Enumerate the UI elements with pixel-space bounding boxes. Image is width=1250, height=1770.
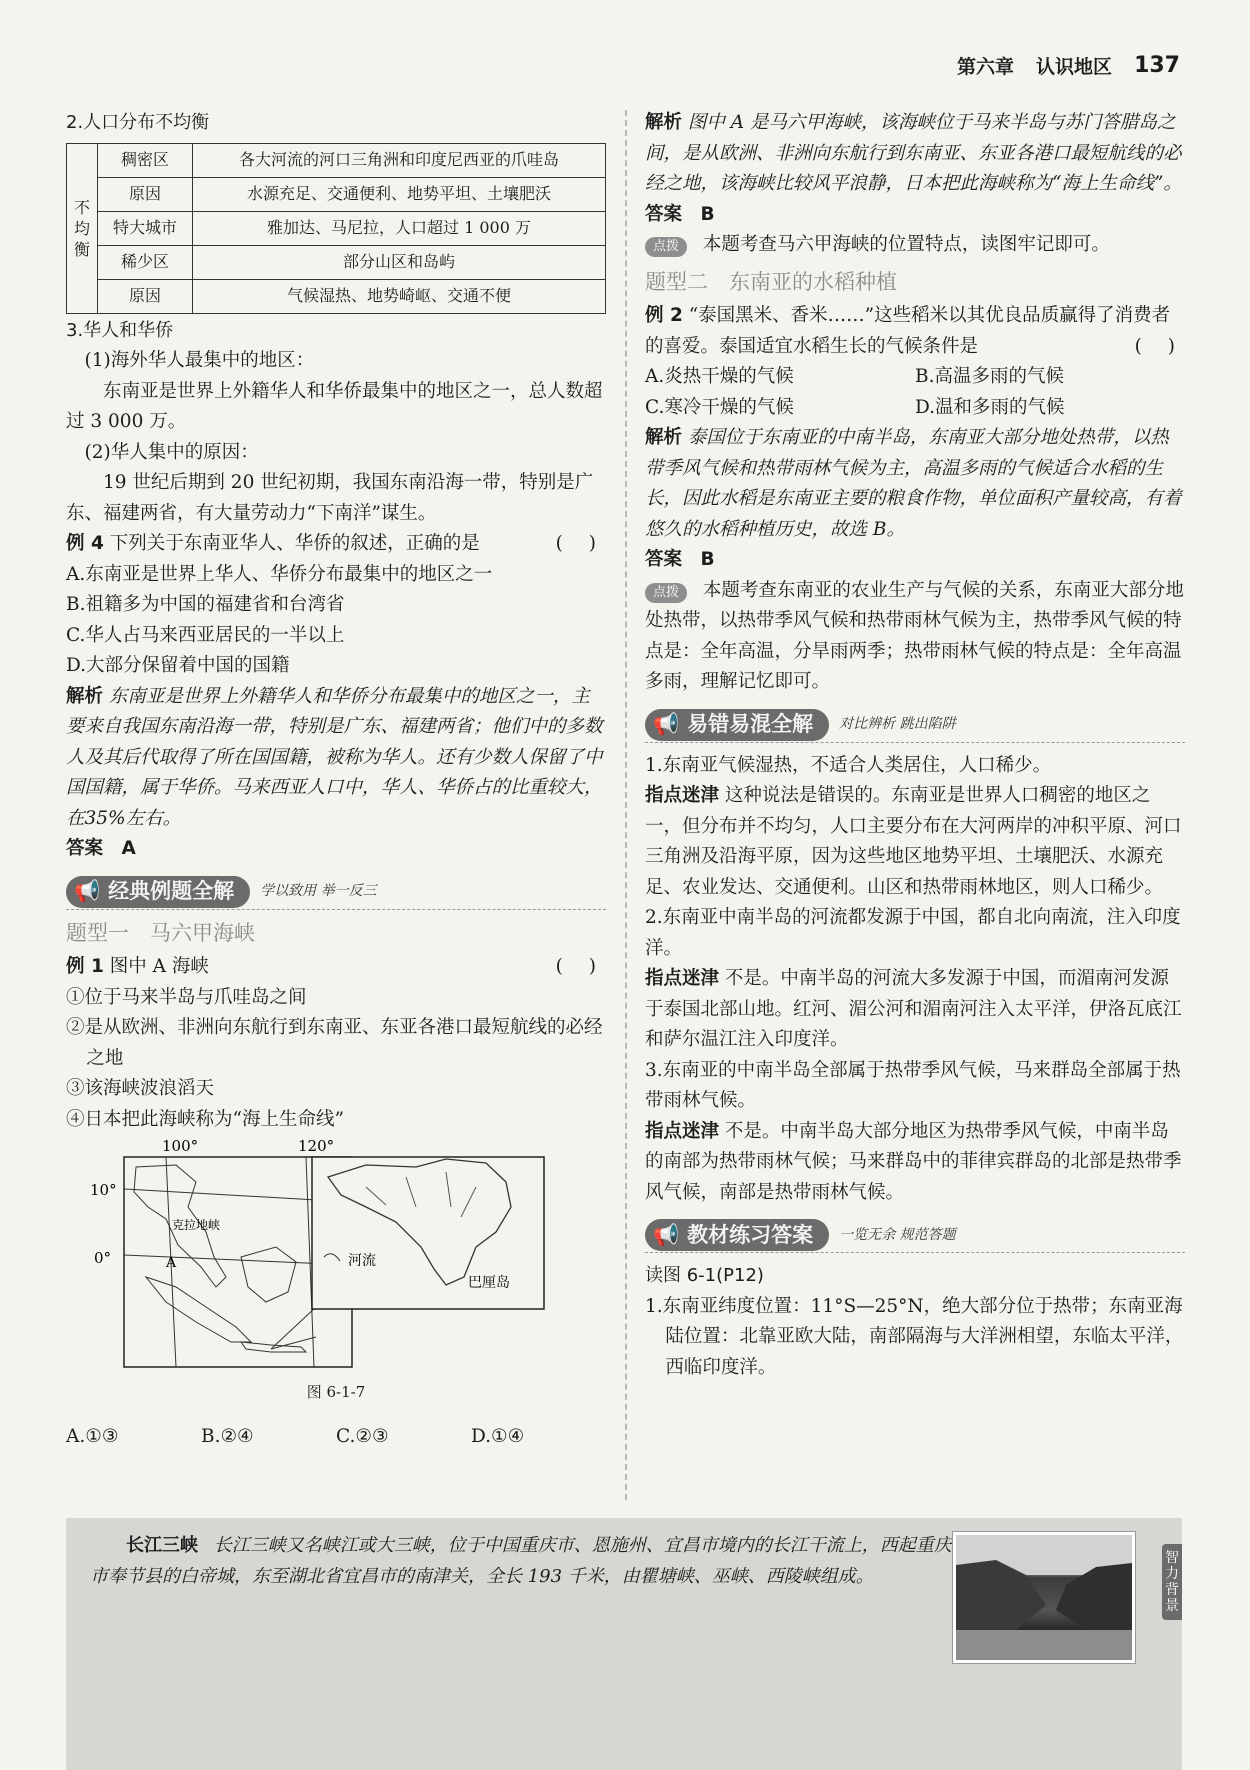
background-text bbox=[90, 1530, 960, 1592]
option: C.寒冷干燥的气候 bbox=[645, 396, 794, 418]
banner-title: 教材练习答案 bbox=[687, 1222, 814, 1247]
read-figure-title: 读图 6-1(P12) bbox=[645, 1265, 764, 1286]
table-value: 部分山区和岛屿 bbox=[193, 245, 606, 279]
mistake-statement: 3.东南亚的中南半岛全部属于热带季风气候，马来群岛全部属于热带雨林气候。 bbox=[645, 1059, 1181, 1111]
analysis bbox=[645, 108, 1185, 200]
page-number: 137 bbox=[1134, 53, 1180, 78]
guide-label: 指点迷津 bbox=[645, 968, 720, 989]
option: C.②③ bbox=[336, 1425, 389, 1447]
latitude-label: 0° bbox=[94, 1249, 112, 1267]
answer-paren: ( ) bbox=[1134, 335, 1185, 357]
analysis-text: 东南亚是世界上外籍华人和华侨分布最集中的地区之一，主要来自我国东南沿海一带，特别是广东、福建两省；他们中的多数人及其后代取得了所在国国籍，被称为华人。还有少数人保留了中国国籍，属于华侨。马来西亚人口中，华人、华侨占的比重较大，在35%左右。 bbox=[66, 685, 603, 829]
option: B.②④ bbox=[201, 1425, 254, 1447]
table-row bbox=[67, 143, 606, 177]
answer-paren: ( ) bbox=[555, 533, 606, 554]
mistake-statement: 2.东南亚中南半岛的河流都发源于中国，都自北向南流，注入印度洋。 bbox=[645, 907, 1181, 959]
table-value: 水源充足、交通便利、地势平坦、土壤肥沃 bbox=[193, 177, 606, 211]
tip-tag: 点拨 bbox=[645, 583, 687, 603]
example-label: 例 4 bbox=[66, 533, 104, 554]
southeast-asia-map bbox=[66, 1137, 606, 1377]
paragraph: (2)华人集中的原因： bbox=[84, 441, 259, 463]
option: D.①④ bbox=[471, 1425, 525, 1447]
tip-tag: 点拨 bbox=[645, 237, 687, 257]
guide-text: 这种说法是错误的。东南亚是世界人口稠密的地区之一，但分布并不均匀，人口主要分布在大河两岸的冲积平原、河口三角洲及沿海平原，因为这些地区地势平坦、土壤肥沃、水源充足、农业发达、交通便利。山区和热带雨林地区，则人口稀少。 bbox=[645, 785, 1182, 898]
tip bbox=[645, 230, 1185, 261]
longitude-label: 100° bbox=[162, 1137, 199, 1155]
option: D.温和多雨的气候 bbox=[915, 396, 1065, 418]
question-type-1: 题型一 马六甲海峡 bbox=[66, 920, 255, 945]
page-header bbox=[957, 52, 1180, 79]
left-column bbox=[66, 108, 606, 1452]
option: B.祖籍多为中国的福建省和台湾省 bbox=[66, 594, 345, 615]
borneo-island bbox=[241, 1247, 296, 1302]
analysis bbox=[66, 682, 606, 835]
background-knowledge-box bbox=[66, 1518, 1182, 1770]
statement: ④日本把此海峡称为“海上生命线” bbox=[66, 1108, 344, 1130]
example-question: 图中 A 海峡 bbox=[109, 956, 209, 977]
mistake-statement: 1.东南亚气候湿热，不适合人类居住，人口稀少。 bbox=[645, 754, 1052, 776]
example-1-options bbox=[66, 1422, 606, 1453]
example-1 bbox=[66, 952, 606, 983]
banner-pill bbox=[645, 709, 829, 741]
paragraph: 东南亚是世界上外籍华人和华侨最集中的地区之一，总人数超过 3 000 万。 bbox=[66, 380, 603, 432]
banner-title: 易错易混全解 bbox=[687, 712, 814, 737]
population-table bbox=[66, 143, 606, 314]
background-title: 长江三峡 bbox=[126, 1535, 198, 1556]
statement: ②是从欧洲、非洲向东航行到东南亚、东亚各港口最短航线的必经之地 bbox=[66, 1017, 603, 1069]
option: A.炎热干燥的气候 bbox=[645, 366, 794, 387]
map-label-strait-a: A bbox=[166, 1255, 177, 1271]
background-body: 长江三峡又名峡江或大三峡，位于中国重庆市、恩施州、宜昌市境内的长江干流上，西起重庆市奉节县的白帝城，东至湖北省宜昌市的南津关，全长 193 千米，由瞿塘峡、巫峡、西陵峡组成。 bbox=[90, 1535, 952, 1587]
longitude-label: 120° bbox=[298, 1137, 335, 1155]
question-type-2: 题型二 东南亚的水稻种植 bbox=[645, 269, 897, 294]
table-group-label: 不均衡 bbox=[67, 143, 98, 313]
analysis-label: 解析 bbox=[645, 427, 683, 448]
figure-caption: 图 6-1-7 bbox=[306, 1383, 366, 1401]
banner-textbook-answers bbox=[645, 1218, 1185, 1253]
table-key: 稀少区 bbox=[98, 245, 193, 279]
column-divider bbox=[625, 110, 627, 1500]
guide bbox=[645, 781, 1185, 903]
guide-text: 不是。中南半岛的河流大多发源于中国，而湄南河发源于泰国北部山地。红河、湄公河和湄南河注入太平洋，伊洛瓦底江和萨尔温江注入印度洋。 bbox=[645, 968, 1182, 1050]
answer bbox=[66, 834, 606, 865]
option: C.华人占马来西亚居民的一半以上 bbox=[66, 624, 345, 646]
table-key: 特大城市 bbox=[98, 211, 193, 245]
option: A.东南亚是世界上华人、华侨分布最集中的地区之一 bbox=[66, 563, 493, 585]
map-label-bali: 巴厘岛 bbox=[468, 1275, 510, 1291]
example-question: 下列关于东南亚华人、华侨的叙述，正确的是 bbox=[109, 533, 480, 554]
megaphone-icon: 📢 bbox=[653, 712, 680, 737]
option-row bbox=[645, 362, 1185, 393]
option: D.大部分保留着中国的国籍 bbox=[66, 655, 290, 676]
analysis-text: 图中 A 是马六甲海峡，该海峡位于马来半岛与苏门答腊岛之间，是从欧洲、非洲向东航行到东南亚、东亚各港口最短航线的必经之地，该海峡比较风平浪静，日本把此海峡称为“海上生命线”。 bbox=[645, 112, 1182, 194]
tip-text: 本题考查马六甲海峡的位置特点，读图牢记即可。 bbox=[702, 234, 1110, 255]
statement: ③该海峡波浪滔天 bbox=[66, 1078, 215, 1099]
banner-pill bbox=[66, 876, 250, 908]
banner-pill bbox=[645, 1219, 829, 1251]
answer-item: 1.东南亚纬度位置：11°S—25°N，绝大部分位于热带；东南亚海陆位置：北靠亚欧大陆，南部隔海与大洋洲相望，东临太平洋，西临印度洋。 bbox=[645, 1295, 1184, 1378]
map-label-kra: 克拉地峡 bbox=[172, 1218, 221, 1232]
option: A.①③ bbox=[66, 1425, 119, 1447]
banner-subtitle: 学以致用 举一反三 bbox=[260, 883, 377, 900]
megaphone-icon: 📢 bbox=[653, 1222, 680, 1247]
banner-subtitle: 一览无余 规范答题 bbox=[839, 1226, 956, 1243]
table-key: 原因 bbox=[98, 177, 193, 211]
answer-value: B bbox=[700, 203, 715, 225]
table-key: 稠密区 bbox=[98, 143, 193, 177]
answer-value: A bbox=[121, 838, 136, 859]
answer-label: 答案 bbox=[66, 838, 104, 859]
table-value: 各大河流的河口三角洲和印度尼西亚的爪哇岛 bbox=[193, 143, 606, 177]
answer-paren: ( ) bbox=[555, 956, 606, 977]
banner-classic-examples bbox=[66, 875, 606, 910]
table-row bbox=[67, 177, 606, 211]
guide bbox=[645, 964, 1185, 1056]
example-4 bbox=[66, 529, 606, 560]
answer bbox=[645, 200, 1185, 231]
three-gorges-photo bbox=[953, 1532, 1135, 1663]
guide-text: 不是。中南半岛大部分地区为热带季风气候，中南半岛的南部为热带雨林气候；马来群岛中的菲律宾群岛的北部是热带季风气候，南部是热带雨林气候。 bbox=[645, 1120, 1182, 1203]
map-figure bbox=[66, 1137, 606, 1377]
table-value: 雅加达、马尼拉，人口超过 1 000 万 bbox=[193, 211, 606, 245]
tip bbox=[645, 576, 1185, 698]
table-row bbox=[67, 279, 606, 313]
answer bbox=[645, 545, 1185, 576]
option-row bbox=[645, 393, 1185, 424]
guide-label: 指点迷津 bbox=[645, 785, 720, 806]
analysis-label: 解析 bbox=[645, 112, 683, 133]
analysis-text: 泰国位于东南亚的中南半岛，东南亚大部分地处热带，以热带季风气候和热带雨林气候为主，高温多雨的气候适合水稻的生长，因此水稻是东南亚主要的粮食作物，单位面积产量较高，有着悠久的水稻种植历史，故选 B。 bbox=[645, 427, 1182, 540]
guide bbox=[645, 1117, 1185, 1209]
gorge-image bbox=[956, 1535, 1132, 1660]
banner-subtitle: 对比辨析 跳出陷阱 bbox=[839, 716, 956, 733]
statement: ①位于马来半岛与爪哇岛之间 bbox=[66, 986, 307, 1008]
example-label: 例 2 bbox=[645, 305, 683, 326]
guide-label: 指点迷津 bbox=[645, 1120, 720, 1142]
chapter-label: 第六章 bbox=[957, 56, 1015, 78]
sumatra-island bbox=[146, 1277, 251, 1342]
table-row bbox=[67, 245, 606, 279]
table-key: 原因 bbox=[98, 279, 193, 313]
example-2 bbox=[645, 301, 1185, 362]
section-chinese-title: 3.华人和华侨 bbox=[66, 319, 174, 341]
answer-label: 答案 bbox=[645, 549, 683, 570]
option: B.高温多雨的气候 bbox=[915, 366, 1064, 387]
side-label: 智力背景 bbox=[1162, 1544, 1182, 1620]
tip-text: 本题考查东南亚的农业生产与气候的关系，东南亚大部分地处热带，以热带季风气候和热带雨林气候为主，热带季风气候的特点是：全年高温，分旱雨两季；热带雨林气候的特点是：全年高温多雨，理解记忆即可。 bbox=[645, 579, 1184, 692]
banner-common-mistakes bbox=[645, 708, 1185, 743]
table-row bbox=[67, 211, 606, 245]
section-population-title: 2.人口分布不均衡 bbox=[66, 112, 210, 133]
map-label-river: 河流 bbox=[348, 1253, 376, 1269]
answer-value: B bbox=[700, 549, 715, 570]
answer-label: 答案 bbox=[645, 203, 683, 225]
right-column bbox=[645, 108, 1185, 1383]
banner-title: 经典例题全解 bbox=[108, 879, 235, 904]
example-label: 例 1 bbox=[66, 956, 104, 977]
chapter-title: 认识地区 bbox=[1036, 56, 1113, 78]
analysis bbox=[645, 423, 1185, 545]
paragraph: 19 世纪后期到 20 世纪初期，我国东南沿海一带，特别是广东、福建两省，有大量劳动力“下南洋”谋生。 bbox=[66, 472, 594, 524]
paragraph: (1)海外华人最集中的地区： bbox=[84, 350, 315, 371]
analysis-label: 解析 bbox=[66, 685, 104, 707]
example-question: “泰国黑米、香米……”这些稻米以其优良品质赢得了消费者的喜爱。泰国适宜水稻生长的气候条件是 bbox=[645, 305, 1171, 357]
latitude-label: 10° bbox=[90, 1181, 117, 1199]
table-value: 气候湿热、地势崎岖、交通不便 bbox=[193, 279, 606, 313]
megaphone-icon: 📢 bbox=[74, 879, 101, 904]
